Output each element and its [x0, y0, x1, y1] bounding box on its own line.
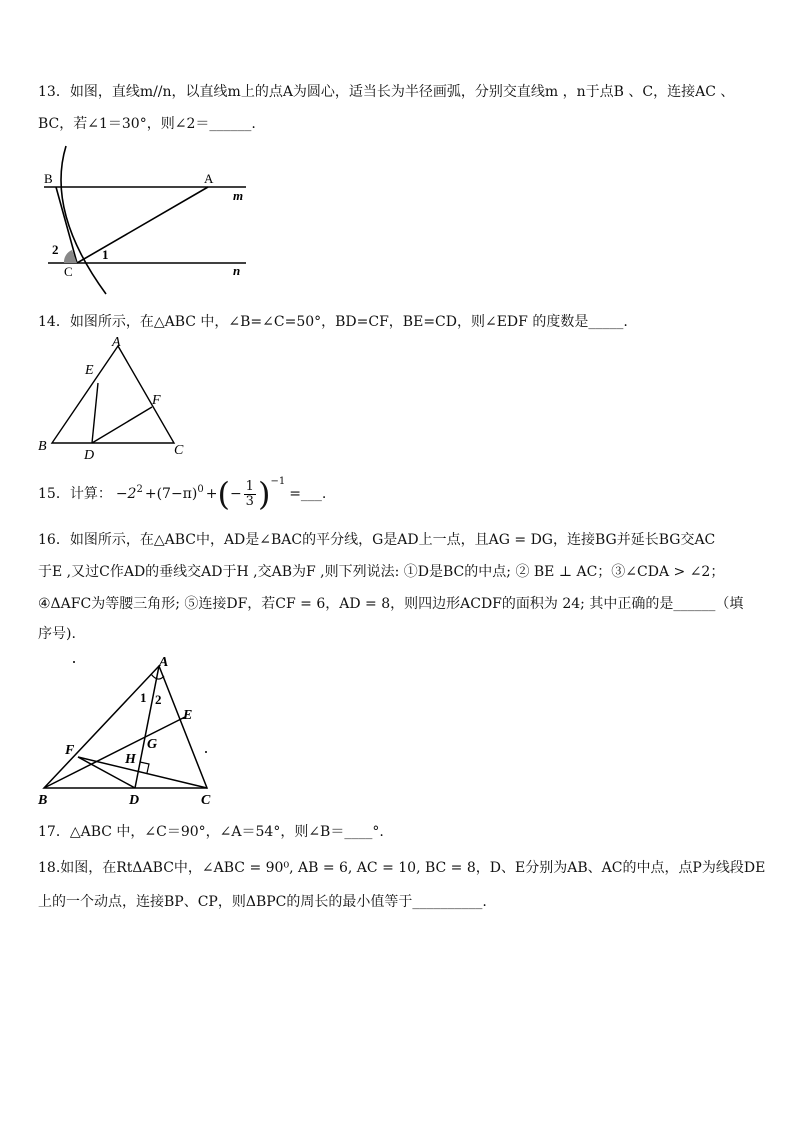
q15-minus: −	[229, 486, 242, 502]
q18-line2: 上的一个动点，连接BP、CP，则ΔBPC的周长的最小值等于__________.	[38, 894, 487, 910]
q13-label-m: m	[233, 188, 244, 203]
q14-figure	[34, 332, 204, 460]
q13-label-n: n	[233, 263, 241, 278]
q15-suffix: =___.	[289, 486, 327, 502]
q15-frac-den: 3	[245, 493, 254, 509]
q14-label-B: B	[38, 439, 47, 454]
q15-fraction	[244, 480, 256, 509]
q16-figure	[34, 650, 224, 810]
q15-term-a: −2	[115, 486, 137, 502]
q16-label-C: C	[201, 793, 211, 808]
q13-label-A: A	[204, 171, 214, 186]
q13-label-2: 2	[52, 242, 59, 257]
q15-expression	[38, 476, 326, 512]
q15-prefix: 15．计算：	[38, 486, 112, 502]
q18-line1: 18.如图，在RtΔABC中，∠ABC = 90⁰, AB = 6, AC = 10, BC = 8，D、E分别为AB、AC的中点，点P为线段DE	[38, 860, 766, 876]
q13-label-B: B	[44, 171, 53, 186]
q15-left-paren: (	[217, 475, 230, 513]
q15-exp2: 2	[136, 484, 143, 495]
q14-label-F: F	[152, 393, 161, 408]
q16-label-1: 1	[140, 690, 147, 705]
q16-label-G: G	[147, 737, 158, 752]
q15-exp-neg1: −1	[270, 476, 286, 487]
q13-line1: 13．如图，直线m//n，以直线m上的点A为圆心，适当长为半径画弧，分别交直线m ，n于点B 、C，连接AC 、	[38, 84, 735, 100]
q15-right-paren: )	[257, 475, 271, 513]
q13-label-C: C	[64, 264, 73, 279]
q16-line1: 16．如图所示，在△ABC中，AD是∠BAC的平分线，G是AD上一点，且AG = DG，连接BG并延长BG交AC	[38, 532, 716, 548]
q15-frac-num: 1	[245, 478, 254, 494]
q15-term-b: +(7−π)	[144, 486, 198, 502]
q16-label-A: A	[159, 655, 169, 670]
q16-line2: 于E ,又过C作AD的垂线交AD于H ,交AB为F ,则下列说法: ①D是BC的中点; ② BE ⊥ AC；③∠CDA > ∠2；	[38, 564, 725, 580]
q13-label-1: 1	[102, 247, 109, 262]
q16-label-2: 2	[155, 692, 162, 707]
q13-line2: BC，若∠1＝30°，则∠2＝______.	[38, 116, 256, 132]
q16-line3: ④ΔAFC为等腰三角形; ⑤连接DF，若CF = 6，AD = 8，则四边形ACDF的面积为 24; 其中正确的是______（填	[38, 596, 744, 612]
q16-line4: 序号).	[38, 626, 76, 642]
q14-label-A: A	[112, 335, 121, 350]
q15-term-c: +	[205, 486, 218, 502]
q16-label-D: D	[129, 793, 140, 808]
q14-label-D: D	[84, 448, 95, 460]
q13-figure	[36, 142, 256, 298]
q16-label-H: H	[125, 752, 136, 767]
q16-label-E: E	[183, 708, 193, 723]
q14-line1: 14．如图所示，在△ABC 中，∠B=∠C=50°，BD=CF，BE=CD，则∠EDF 的度数是_____.	[38, 314, 628, 330]
q14-label-C: C	[174, 443, 184, 458]
q14-label-E: E	[85, 363, 94, 378]
q17-line1: 17．△ABC 中，∠C＝90°，∠A＝54°，则∠B＝____°.	[38, 824, 384, 840]
q16-label-B: B	[38, 793, 48, 808]
q16-label-F: F	[65, 743, 75, 758]
q15-exp0: 0	[197, 484, 204, 495]
